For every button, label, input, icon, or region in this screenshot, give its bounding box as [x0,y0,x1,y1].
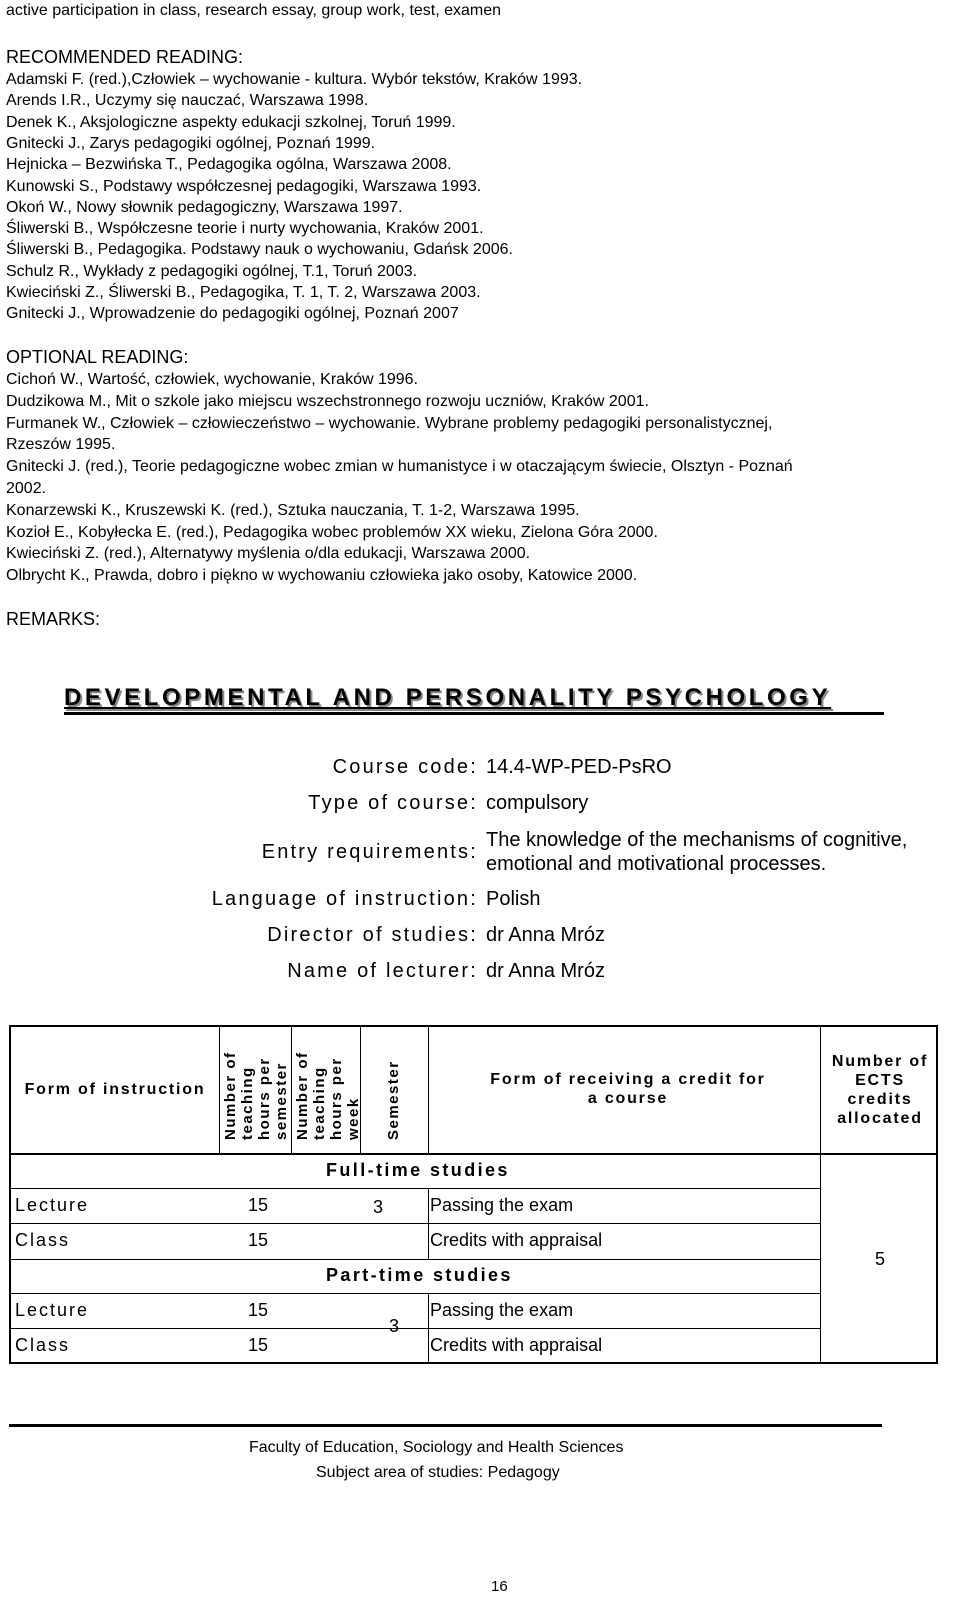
table-row-line [9,1223,820,1224]
reading-author: Gnitecki J. [6,134,81,152]
entry-requirements-label: Entry requirements: [261,841,478,863]
table-col-line [428,1025,429,1153]
ft-semester: 3 [373,1197,384,1217]
reading-author: Gnitecki J. [6,305,81,323]
recommended-reading-item [6,133,375,154]
header-hours-per-semester: Number of teaching hours per semester [222,1051,290,1140]
reading-title: , Aksjologiczne aspekty edukacji szkolnej, Toruń 1999. [71,113,456,131]
ft-lecture-credit: Passing the exam [430,1195,574,1215]
optional-reading-line: 2002. [6,480,47,497]
reading-title: , Pedagogika ogólna, Warszawa 2008. [178,156,452,174]
recommended-reading-item [6,282,481,303]
faculty-text: Faculty of Education, Sociology and Health Sciences [249,1439,624,1456]
optional-reading-line: Rzeszów 1995. [6,436,116,454]
optional-reading-line: Kozioł E., Kobyłecka E. (red.), Pedagogika wobec problemów XX wieku, Zielona Góra 2000. [6,523,658,541]
course-code-label: Course code: [332,756,478,778]
course-type-value: compulsory [486,792,589,814]
optional-reading-line: Kwieciński Z. (red.), Alternatywy myślenia o/dla edukacji, Warszawa 2000. [6,545,531,563]
optional-reading-line: Furmanek W., Człowiek – człowieczeństwo – wychowanie. Wybrane problemy pedagogiki personalistycznej, [6,414,773,432]
table-border-bottom [9,1362,938,1364]
reading-title: , Wprowadzenie do pedagogiki ogólnej, Poznań 2007 [80,305,459,323]
table-row-line [9,1259,820,1260]
ft-lecture-form: Lecture [15,1195,90,1215]
recommended-reading-item [6,90,368,111]
lecturer-value: dr Anna Mróz [486,960,605,982]
pt-class-form: Class [15,1335,71,1355]
page-number: 16 [491,1578,508,1595]
table-border-top [9,1025,938,1027]
reading-title: , Zarys pedagogiki ogólnej, Poznań 1999. [80,134,376,152]
recommended-reading-item [6,239,513,260]
remarks-heading: REMARKS: [6,609,101,629]
optional-reading-line: Dudzikowa M., Mit o szkole jako miejscu wszechstronnego rozwoju uczniów, Kraków 2001. [6,392,649,410]
header-semester: Semester [385,1060,402,1140]
optional-reading-line: Olbrycht K., Prawda, dobro i piękno w wychowaniu człowieka jako osoby, Katowice 2000. [6,567,638,585]
reading-author: Arends I.R. [6,92,87,110]
parttime-section-label: Part-time studies [326,1265,513,1285]
optional-reading-line: Cichoń W., Wartość, człowiek, wychowanie, Kraków 1996. [6,371,419,388]
reading-author: Okoń W. [6,198,68,216]
pt-semester: 3 [389,1316,400,1336]
assessment-methods-text: active participation in class, research essay, group work, test, examen [6,2,502,19]
pt-lecture-form: Lecture [15,1300,90,1320]
ft-class-credit: Credits with appraisal [430,1230,603,1250]
optional-reading-heading: OPTIONAL READING: [6,347,189,367]
header-form-of-credit: Form of receiving a credit for a course [490,1071,766,1107]
table-border-left [9,1025,11,1364]
table-col-line [428,1188,429,1259]
recommended-reading-item [6,154,452,175]
table-row-line [9,1328,820,1329]
reading-author: Kunowski S. [6,177,95,195]
table-row-line [9,1293,820,1294]
course-title: DEVELOPMENTAL AND PERSONALITY PSYCHOLOGY [64,684,832,711]
pt-lecture-hours: 15 [248,1300,269,1320]
lecturer-label: Name of lecturer: [287,960,478,982]
reading-title: , Nowy słownik pedagogiczny, Warszawa 1997. [67,198,403,216]
pt-class-credit: Credits with appraisal [430,1335,603,1355]
recommended-reading-item [6,303,459,324]
reading-author: Śliwerski B. [6,241,89,259]
recommended-reading-item [6,176,481,197]
optional-reading-line: Gnitecki J. (red.), Teorie pedagogiczne wobec zmian w humanistyce i w otaczającym świecie, Olsztyn - Poznań [6,458,793,476]
ft-class-form: Class [15,1230,71,1250]
reading-title: , Podstawy współczesnej pedagogiki, Warszawa 1993. [94,177,482,195]
recommended-reading-heading: RECOMMENDED READING: [6,47,244,67]
reading-title: , Wykłady z pedagogiki ogólnej, T.1, Toruń 2003. [74,262,418,280]
ft-lecture-hours: 15 [248,1195,269,1215]
table-header-divider [9,1153,938,1155]
title-underline [64,712,884,715]
subject-area-text: Subject area of studies: Pedagogy [316,1464,560,1481]
footer-rule [9,1424,882,1427]
entry-requirements-value: The knowledge of the mechanisms of cognitive, emotional and motivational processes. [486,829,908,875]
reading-title: , Uczymy się nauczać, Warszawa 1998. [86,92,369,110]
course-type-label: Type of course: [308,792,478,814]
director-value: dr Anna Mróz [486,924,605,946]
fulltime-section-label: Full-time studies [326,1160,510,1180]
language-label: Language of instruction: [211,888,478,910]
recommended-reading-item [6,261,417,282]
director-label: Director of studies: [267,924,478,946]
recommended-reading-item [6,197,403,218]
optional-reading-line: Konarzewski K., Kruszewski K. (red.), Sztuka nauczania, T. 1-2, Warszawa 1995. [6,501,580,519]
table-border-right [936,1025,938,1364]
header-ects-credits: Number of ECTS credits allocated [831,1053,929,1127]
course-code-value: 14.4-WP-PED-PsRO [486,756,672,778]
reading-title: (red.),Człowiek – wychowanie - kultura. Wybór tekstów, Kraków 1993. [84,71,583,88]
reading-author: Kwieciński Z., Śliwerski B. [6,284,191,301]
reading-title: , Pedagogika, T. 1, T. 2, Warszawa 2003. [190,284,481,301]
table-col-line [219,1025,220,1153]
pt-class-hours: 15 [248,1335,269,1355]
table-col-line [820,1025,821,1362]
reading-title: , Pedagogika. Podstawy nauk o wychowaniu, Gdańsk 2006. [88,241,513,259]
reading-author: Adamski F. [6,71,85,88]
table-col-line [428,1293,429,1362]
table-col-line [291,1025,292,1153]
recommended-reading-item [6,218,484,239]
ft-class-hours: 15 [248,1230,269,1250]
ects-value: 5 [875,1249,886,1269]
reading-author: Hejnicka – Bezwińska T. [6,156,179,174]
recommended-reading-item [6,112,456,133]
reading-author: Śliwerski B. [6,220,89,238]
table-row-line [9,1188,820,1189]
header-hours-per-week: Number of teaching hours per week [294,1051,362,1140]
pt-lecture-credit: Passing the exam [430,1300,574,1320]
reading-author: Schulz R. [6,262,75,280]
recommended-reading-item [6,69,582,90]
reading-author: Denek K. [6,113,72,131]
reading-title: , Współczesne teorie i nurty wychowania, Kraków 2001. [88,220,484,238]
language-value: Polish [486,888,541,910]
header-form-of-instruction: Form of instruction [24,1081,206,1098]
